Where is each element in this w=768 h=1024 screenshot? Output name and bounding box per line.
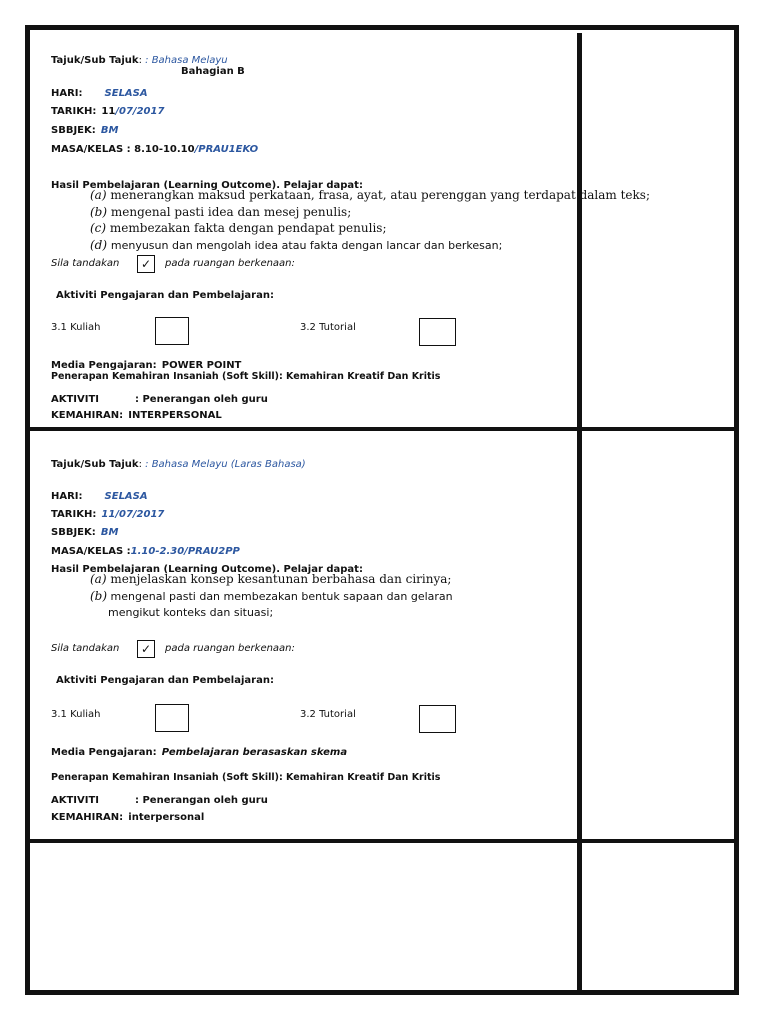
subjek-line [51,118,118,137]
outcome-mark: (a) [90,572,107,586]
section-divider-2 [30,839,735,843]
pada-text: pada ruangan berkenaan: [165,258,295,269]
tarikh-day: 11 [101,106,116,117]
section-divider-1 [30,427,735,431]
tarikh-line [51,502,164,521]
hari-value: SELASA [104,491,148,502]
masa-label: MASA/KELAS : 8.10-10.10 [51,144,195,155]
tajuk-value: : Bahasa Melayu (Laras Bahasa) [145,459,306,470]
masa-line [51,539,240,558]
kemahiran-line [51,403,222,422]
tutorial-label: 3.2 Tutorial [300,322,356,333]
column-divider [577,33,582,993]
media-value: POWER POINT [161,360,242,371]
kemahiran-label: KEMAHIRAN: [51,410,124,421]
outcome-text: membezakan fakta dengan pendapat penulis; [109,221,387,235]
masa-line [51,137,258,156]
outcome-text: mengenal pasti idea dan mesej penulis; [110,205,352,219]
check-icon: ✓ [137,640,155,658]
hari-value: SELASA [104,88,148,99]
tutorial-checkbox[interactable] [419,318,456,346]
aktiviti-heading-text: Aktiviti Pengajaran dan Pembelajaran [56,675,270,686]
outcome-c [90,221,387,235]
outcome-text: menerangkan maksud perkataan, frasa, ayat, atau perenggan yang terdapat dalam teks; [110,188,651,202]
subjek-line [51,520,118,539]
tarikh-label: TARIKH: [51,509,97,520]
aktiviti-heading: Aktiviti Pengajaran dan Pembelajaran: [56,675,274,686]
outcome-mark: (a) [90,188,107,202]
penerapan-line: Penerapan Kemahiran Insaniah (Soft Skill): Kemahiran Kreatif Dan Kritis [51,371,441,382]
outcome-mark: (d) [90,238,108,252]
tajuk-label: Tajuk/Sub Tajuk [51,459,139,470]
outcome-suffix: . Pelajar dapat: [276,564,363,575]
outcome-label: Hasil Pembelajaran (Learning Outcome) [51,564,277,575]
sila-text: Sila tandakan [51,643,120,654]
hari-line [51,81,148,100]
tutorial-checkbox[interactable] [419,705,456,733]
kuliah-checkbox[interactable] [155,317,189,345]
kuliah-checkbox[interactable] [155,704,189,732]
outcome-mark: (c) [90,221,107,235]
outcome-suffix: . Pelajar dapat: [276,180,363,191]
aktiviti-label: AKTIVITI [51,795,100,806]
media-line [51,353,241,372]
tajuk-line: Tajuk/Sub Tajuk: : Bahasa Melayu (Laras Bahasa) [51,459,306,470]
outcome-d [90,238,502,252]
check-icon: ✓ [137,255,155,273]
bahagian: Bahagian B [181,66,245,77]
outcome-text: menjelaskan konsep kesantunan berbahasa dan cirinya; [110,572,452,586]
masa-value: /PRAU1EKO [194,144,259,155]
kemahiran-value: interpersonal [128,812,205,823]
kemahiran-line [51,805,204,824]
hari-label: HARI: [51,88,83,99]
media-label: Media Pengajaran: [51,360,157,371]
outcome-b [90,205,351,219]
media-value: Pembelajaran berasaskan skema [161,747,348,758]
sila-text: Sila tandakan [51,258,120,269]
tajuk-line: Tajuk/Sub Tajuk: : Bahasa Melayu [51,55,228,66]
tarikh-label: TARIKH: [51,106,97,117]
outcome-label: Hasil Pembelajaran (Learning Outcome) [51,180,277,191]
masa-label: MASA/KELAS : [51,546,131,557]
kemahiran-value: INTERPERSONAL [128,410,222,421]
tajuk-label: Tajuk/Sub Tajuk [51,55,139,66]
outcome-mark: (b) [90,589,108,603]
hari-label: HARI: [51,491,83,502]
outcome-text: mengenal pasti dan membezakan bentuk sapaan dan gelaran [110,590,453,603]
outcome-a [90,188,650,202]
outcome-text: menyusun dan mengolah idea atau fakta dengan lancar dan berkesan; [110,239,503,252]
masa-value: 1.10-2.30/PRAU2PP [130,546,240,557]
tarikh-line [51,99,164,118]
outcome-mark: (b) [90,205,108,219]
tajuk-value: : Bahasa Melayu [145,55,228,66]
aktiviti-value: : Penerangan oleh guru [135,394,268,405]
tarikh-value: /07/2017 [115,106,165,117]
media-line [51,740,347,759]
kemahiran-label: KEMAHIRAN: [51,812,124,823]
aktiviti-heading: Aktiviti Pengajaran dan Pembelajaran: [56,290,274,301]
outcome-b-cont: mengikut konteks dan situasi; [108,606,274,619]
aktiviti-label: AKTIVITI [51,394,100,405]
hari-line [51,484,148,503]
media-label: Media Pengajaran: [51,747,157,758]
subjek-label: SBBJEK: [51,125,96,136]
pada-text: pada ruangan berkenaan: [165,643,295,654]
outcome-a [90,572,451,586]
outcome-b [90,589,453,603]
aktiviti-heading-text: Aktiviti Pengajaran dan Pembelajaran [56,290,270,301]
subjek-value: BM [100,527,119,538]
tutorial-label: 3.2 Tutorial [300,709,356,720]
penerapan-line: Penerapan Kemahiran Insaniah (Soft Skill): Kemahiran Kreatif Dan Kritis [51,772,441,783]
aktiviti-value: : Penerangan oleh guru [135,795,268,806]
subjek-label: SBBJEK: [51,527,96,538]
kuliah-label: 3.1 Kuliah [51,322,101,333]
kuliah-label: 3.1 Kuliah [51,709,101,720]
subjek-value: BM [100,125,119,136]
tarikh-value: 11/07/2017 [101,509,165,520]
